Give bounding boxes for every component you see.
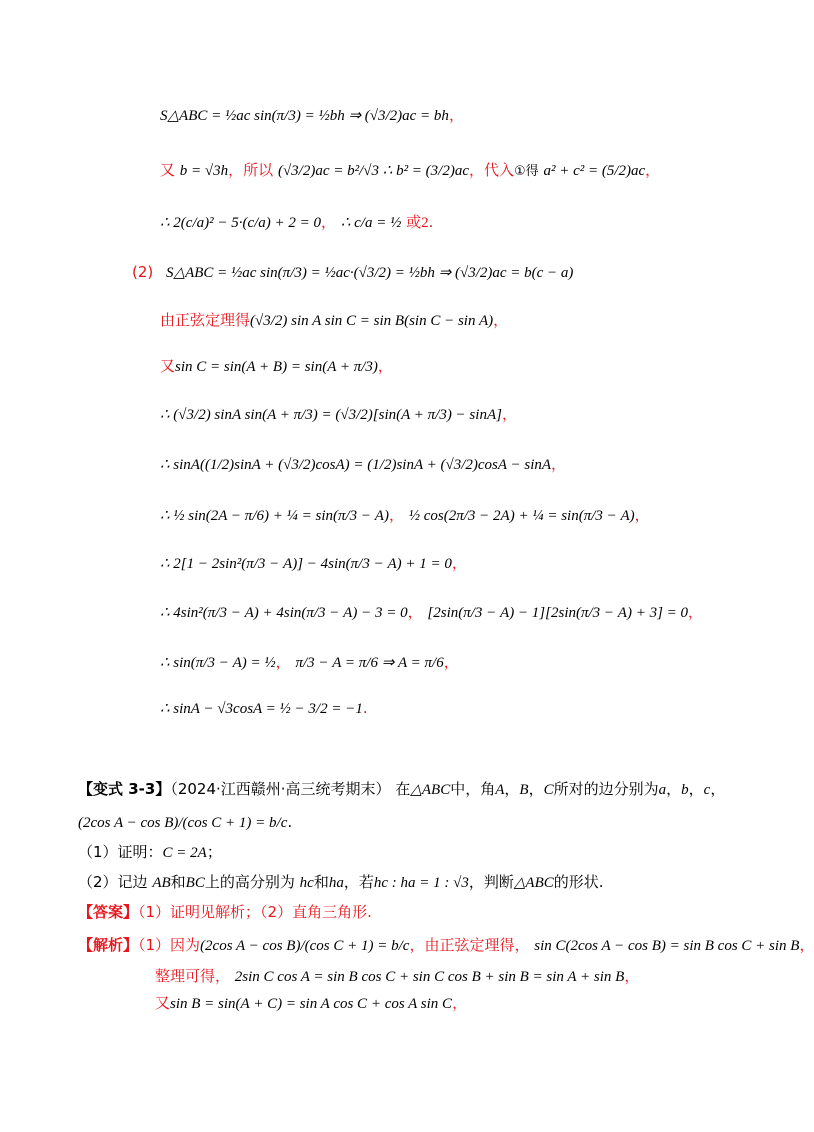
text: 上的高分别为 (204, 873, 295, 891)
text-zhengli: 整理可得， (155, 967, 231, 985)
equation-6a: ∴ ½ sin(2A − π/6) + ¼ = sin(π/3 − A) (160, 508, 389, 524)
analysis-eq-1: sin C(2cos A − cos B) = sin B cos C + sin B (534, 938, 800, 954)
edge-ab: AB (152, 875, 171, 891)
period: . (287, 813, 293, 831)
comma: ， (501, 405, 517, 423)
equation-8a: ∴ 4sin²(π/3 − A) + 4sin(π/3 − A) − 3 = 0 (160, 605, 408, 621)
angle-b: B (519, 782, 529, 798)
quadratic-ratio: ∴ 2(c/a)² − 5·(c/a) + 2 = 0 (160, 215, 322, 231)
comma: ， (799, 936, 814, 954)
solution-line-4 (160, 404, 517, 425)
comma: ， (451, 554, 467, 572)
side-c: c (703, 782, 711, 798)
solution-line-area-formula (160, 105, 464, 126)
solution-line-sinC (160, 356, 393, 377)
question-stem (78, 779, 725, 800)
comma: ， (407, 603, 423, 621)
comma: ， (551, 455, 567, 473)
height-hc: hc (299, 875, 314, 891)
comma: ， (377, 357, 393, 375)
text: 的形状. (553, 873, 604, 891)
text-sine-law: 由正弦定理得 (160, 311, 251, 329)
part2-area-formula: S△ABC = ½ac sin(π/3) = ½ac·(√3/2) = ½bh ⇒ (√3/2)ac = b(c − a) (166, 265, 574, 281)
text-you: 又 (160, 161, 176, 179)
analysis-tag: 【解析】 (78, 936, 139, 954)
side-a: a (658, 782, 667, 798)
text: 中，角 (450, 780, 496, 798)
solution-line-5 (160, 454, 566, 475)
solution-line-part2-area (132, 262, 573, 283)
solution-line-9 (160, 652, 459, 673)
equation-4: ∴ (√3/2) sinA sin(A + π/3) = (√3/2)[sin(A + π/3) − sinA] (160, 407, 502, 423)
angle-a: A (495, 782, 505, 798)
part2-label: (2) (132, 263, 154, 281)
comma: ， (634, 506, 650, 524)
question-part2 (78, 872, 604, 893)
solution-line-ratio (160, 212, 433, 233)
period: . (362, 699, 368, 717)
analysis-line-3 (155, 993, 467, 1014)
solution-line-sine-law (160, 310, 508, 331)
text: 所对的边分别为 (553, 780, 659, 798)
sep: ； (206, 843, 222, 861)
solution-line-7 (160, 553, 467, 574)
analysis-line-1 (78, 935, 814, 956)
equation-9b: π/3 − A = π/6 ⇒ A = π/6 (295, 655, 444, 671)
comma: ， (448, 106, 464, 124)
text-yinwei: （1）因为 (138, 936, 201, 954)
side-b: b (681, 782, 689, 798)
comma: ， (624, 967, 640, 985)
equation-6b: ½ cos(2π/3 − 2A) + ¼ = sin(π/3 − A) (408, 508, 635, 524)
text-suoyi: ，所以 (228, 161, 274, 179)
equation-8b: [2sin(π/3 − A) − 1][2sin(π/3 − A) + 3] = 0 (427, 605, 689, 621)
equation-7: ∴ 2[1 − 2sin²(π/3 − A)] − 4sin(π/3 − A) + 1 = 0 (160, 556, 452, 572)
comma: ， (493, 311, 509, 329)
question-condition (78, 812, 292, 833)
text: 和 (313, 873, 329, 891)
question-part1 (78, 842, 222, 863)
comma: ， (645, 161, 661, 179)
text-sine-law: ，由正弦定理得， (409, 936, 530, 954)
comma: ， (388, 506, 404, 524)
answer-line (78, 902, 372, 922)
triangle: △ABC (410, 782, 451, 798)
solution-line-10 (160, 698, 368, 719)
b-equals: b = √3h (179, 163, 229, 179)
equation-10: ∴ sinA − √3cosA = ½ − 3/2 = −1 (160, 701, 363, 717)
ratio-value: ∴ c/a = ½ (340, 215, 402, 231)
question-tag: 【变式 3-3】 (78, 780, 171, 798)
part1-label: （1）证明： (78, 843, 163, 861)
a2-c2-relation: a² + c² = (5/2)ac (543, 163, 646, 179)
comma: ， (275, 653, 291, 671)
edge-bc: BC (185, 875, 205, 891)
solution-line-substitute (160, 160, 660, 182)
b-squared-relation: (√3/2)ac = b²/√3 ∴ b² = (3/2)ac (277, 163, 469, 179)
text-you: 又 (160, 357, 176, 375)
sep: ， (666, 780, 682, 798)
analysis-eq-2: 2sin C cos A = sin B cos C + sin C cos B + sin B = sin A + sin B (234, 969, 625, 985)
part2-label: （2）记边 (78, 873, 148, 891)
condition-equation: (2cos A − cos B)/(cos C + 1) = b/c (78, 815, 288, 831)
text-dairu: ，代入 (469, 161, 515, 179)
sine-law-equation: (√3/2) sin A sin C = sin B(sin C − sin A) (250, 313, 494, 329)
comma: ， (443, 653, 459, 671)
comma: ， (321, 213, 337, 231)
text-you: 又 (155, 994, 171, 1012)
answer-text: （1）证明见解析；（2）直角三角形. (138, 903, 372, 921)
text-huo: 或 (406, 213, 422, 231)
triangle: △ABC (513, 875, 554, 891)
text: 在 (395, 780, 411, 798)
sep: ， (504, 780, 520, 798)
sep: ， (688, 780, 704, 798)
part1-claim: C = 2A (162, 845, 207, 861)
eq-ref-1: ①得 (514, 164, 539, 179)
ratio-value-2: 2 (421, 215, 429, 231)
angle-c: C (543, 782, 554, 798)
comma: ， (452, 994, 468, 1012)
analysis-line-2 (155, 966, 639, 987)
text: ，判断 (468, 873, 514, 891)
solution-line-8 (160, 602, 703, 623)
question-source: （2024·江西赣州·高三统考期末） (170, 780, 391, 798)
text: 和 (170, 873, 186, 891)
height-ha: ha (328, 875, 344, 891)
sep: ， (710, 780, 726, 798)
analysis-eq-3: sin B = sin(A + C) = sin A cos C + cos A sin C (170, 996, 453, 1012)
analysis-condition: (2cos A − cos B)/(cos C + 1) = b/c (200, 938, 410, 954)
period: . (428, 213, 434, 231)
equation-9a: ∴ sin(π/3 − A) = ½ (160, 655, 276, 671)
solution-line-6 (160, 505, 650, 526)
text: ，若 (343, 873, 374, 891)
sep: ， (528, 780, 544, 798)
height-ratio: hc : ha = 1 : √3 (373, 875, 469, 891)
equation-5: ∴ sinA((1/2)sinA + (√3/2)cosA) = (1/2)sinA + (√3/2)cosA − sinA (160, 457, 552, 473)
answer-tag: 【答案】 (78, 903, 139, 921)
area-formula: S△ABC = ½ac sin(π/3) = ½bh ⇒ (√3/2)ac = bh (160, 108, 449, 124)
sinC-expansion: sin C = sin(A + B) = sin(A + π/3) (175, 359, 378, 375)
comma: ， (688, 603, 704, 621)
